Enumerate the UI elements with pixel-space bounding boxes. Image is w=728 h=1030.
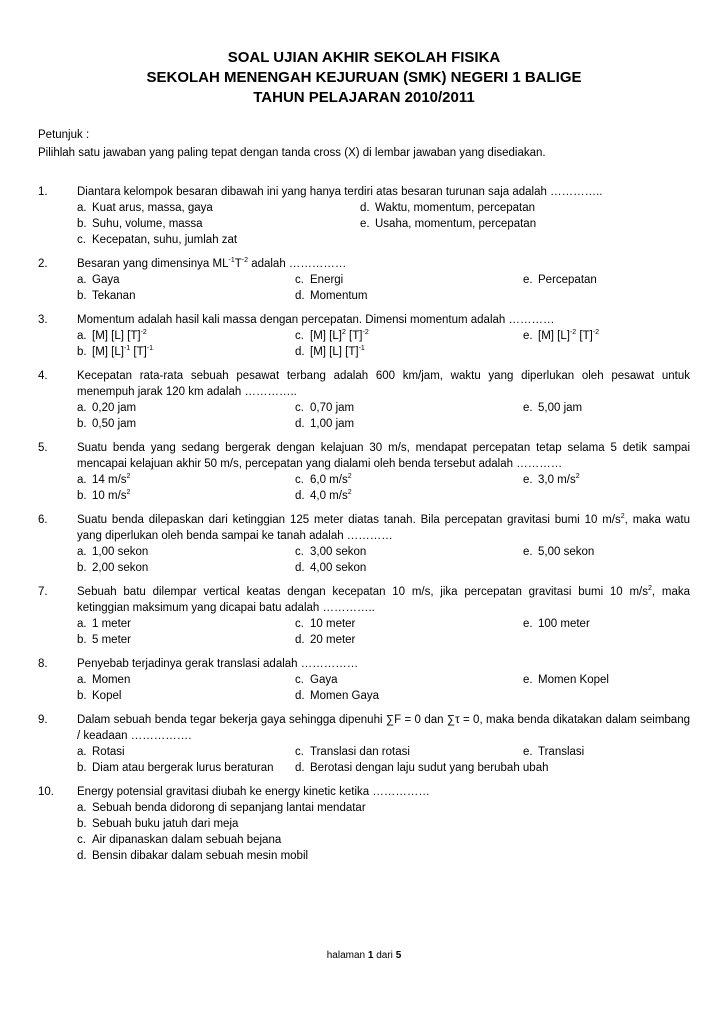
question-6 (38, 512, 690, 576)
option-b: b. Tekanan (77, 290, 136, 302)
option-row (77, 344, 690, 360)
option-b: b. 2,00 sekon (77, 562, 149, 574)
question-text: Diantara kelompok besaran dibawah ini yang hanya terdiri atas besaran turunan saja adalah ………….. (77, 186, 603, 198)
option-d: d. Bensin dibakar dalam sebuah mesin mobil (77, 850, 309, 862)
option-row (77, 328, 690, 344)
page-footer (0, 950, 728, 961)
option-row (77, 688, 690, 704)
option-c: c. Air dipanaskan dalam sebuah bejana (77, 834, 282, 846)
question-2 (38, 256, 690, 304)
option-d: d. 4,0 $m/s^2$ (295, 489, 352, 502)
option-d: d. Waktu, momentum, percepatan (360, 202, 536, 214)
option-a: a. Momen (77, 674, 131, 686)
question-text: Dalam sebuah benda tegar bekerja gaya sehingga dipenuhi ∑F = 0 dan ∑τ = 0, maka benda dikatakan dalam seimbang / keadaan ……………. (77, 714, 690, 742)
option-row (77, 632, 690, 648)
question-number: 8. (38, 658, 48, 670)
question-number: 1. (38, 186, 48, 198)
exam-page (38, 48, 690, 872)
option-row (77, 616, 690, 632)
option-b: b. Sebuah buku jatuh dari meja (77, 818, 239, 830)
question-number: 5. (38, 442, 48, 454)
option-e: e. 5,00 jam (523, 402, 583, 414)
question-number: 2. (38, 258, 48, 270)
instructions (38, 126, 690, 162)
question-number: 9. (38, 714, 48, 726)
footer-middle: dari (373, 950, 396, 961)
option-e: e. Percepatan (523, 274, 597, 286)
option-row (77, 488, 690, 504)
instructions-text: Pilihlah satu jawaban yang paling tepat dengan tanda cross (X) di lembar jawaban yang disediakan. (38, 147, 546, 159)
option-row (77, 200, 690, 216)
option-row (77, 560, 690, 576)
option-c: c. Kecepatan, suhu, jumlah zat (77, 234, 238, 246)
option-row (77, 416, 690, 432)
option-row (77, 288, 690, 304)
option-e: e. 3,0 $m/s^2$ (523, 473, 580, 486)
option-e: e. Translasi (523, 746, 585, 758)
option-row (77, 744, 690, 760)
option-d: d. 4,00 sekon (295, 562, 367, 574)
option-a: a. 1,00 sekon (77, 546, 149, 558)
option-e: e. Momen Kopel (523, 674, 609, 686)
option-a: a. 14 $m/s^2$ (77, 473, 131, 486)
option-b: b. 5 meter (77, 634, 131, 646)
question-4 (38, 368, 690, 432)
header-year: TAHUN PELAJARAN 2010/2011 (253, 89, 475, 106)
question-number: 10. (38, 786, 54, 798)
option-a: a. Sebuah benda didorong di sepanjang lantai mendatar (77, 802, 366, 814)
option-c: c. [M] $[L]^2$ $[T]^{-2}$ (295, 329, 369, 342)
option-c: c. Energi (295, 274, 344, 286)
option-e: e. Usaha, momentum, percepatan (360, 218, 537, 230)
question-7 (38, 584, 690, 648)
header-title: SOAL UJIAN AKHIR SEKOLAH FISIKA (227, 49, 501, 66)
option-b: b. [M] $[L]^{-1}$ $[T]^{-1}$ (77, 345, 154, 358)
option-a: a. Rotasi (77, 746, 125, 758)
question-10 (38, 784, 690, 864)
footer-total-pages: 5 (395, 950, 402, 961)
option-e: e. [M] $[L]^{-2}$ $[T]^{-2}$ (523, 329, 600, 342)
option-row (77, 672, 690, 688)
option-row (77, 272, 690, 288)
footer-page-number: 1 (367, 950, 374, 961)
option-c: c. Translasi dan rotasi (295, 746, 410, 758)
option-row (77, 472, 690, 488)
option-row (77, 400, 690, 416)
option-c: c. 10 meter (295, 618, 356, 630)
option-a: a. 0,20 jam (77, 402, 137, 414)
option-c: c. 6,0 $m/s^2$ (295, 473, 352, 486)
question-text: Kecepatan rata-rata sebuah pesawat terbang adalah 600 km/jam, waktu yang diperlukan oleh pesawat untuk menempuh jarak 120 km adalah ………….. (77, 370, 690, 398)
question-text: Energy potensial gravitasi diubah ke energy kinetic ketika …………… (77, 786, 430, 798)
option-a: a. [M] [L] $[T]^{-2}$ (77, 329, 147, 342)
option-a: a. 1 meter (77, 618, 131, 630)
header-school: SEKOLAH MENENGAH KEJURUAN (SMK) NEGERI 1 BALIGE (146, 69, 582, 86)
option-e: e. 100 meter (523, 618, 590, 630)
question-9 (38, 712, 690, 776)
option-a: a. Kuat arus, massa, gaya (77, 202, 213, 214)
option-c: c. Gaya (295, 674, 338, 686)
option-c: c. 3,00 sekon (295, 546, 367, 558)
option-d: d. 1,00 jam (295, 418, 355, 430)
question-text: Sebuah batu dilempar vertical keatas dengan kecepatan 10 m/s, jika percepatan gravitasi bumi 10 $m/s^2$, maka ketinggian maksimum yang dicapai batu adalah ………….. (77, 585, 690, 614)
question-text: Suatu benda dilepaskan dari ketinggian 125 meter diatas tanah. Bila percepatan gravitasi bumi 10 $m/s^2$, maka watu yang diperlukan oleh benda sampai ke tanah adalah ………… (77, 513, 690, 542)
question-1 (38, 184, 690, 248)
question-text: Penyebab terjadinya gerak translasi adalah …………… (77, 658, 359, 670)
option-c: c. 0,70 jam (295, 402, 355, 414)
question-number: 3. (38, 314, 48, 326)
question-8 (38, 656, 690, 704)
option-b: b. Suhu, volume, massa (77, 218, 203, 230)
option-b: b. 10 $m/s^2$ (77, 489, 131, 502)
question-text: Momentum adalah hasil kali massa dengan percepatan. Dimensi momentum adalah ………… (77, 314, 555, 326)
option-a: a. Gaya (77, 274, 120, 286)
option-d: d. 20 meter (295, 634, 356, 646)
option-b: b. Diam atau bergerak lurus beraturan (77, 762, 274, 774)
option-row (77, 544, 690, 560)
option-b: b. 0,50 jam (77, 418, 137, 430)
question-3 (38, 312, 690, 360)
instructions-label: Petunjuk : (38, 129, 90, 141)
option-d: d. Momen Gaya (295, 690, 380, 702)
option-d: d. Berotasi dengan laju sudut yang berubah ubah (295, 762, 549, 774)
footer-prefix: halaman (326, 950, 368, 961)
option-row (77, 216, 690, 232)
option-d: d. [M] [L] $[T]^{-1}$ (295, 345, 365, 358)
question-text: Suatu benda yang sedang bergerak dengan kelajuan 30 m/s, mendapat percepatan tetap selama 5 detik sampai mencapai kelajuan akhir 50 m/s, percepatan yang dialami oleh benda tersebut adalah ………… (77, 442, 690, 470)
option-d: d. Momentum (295, 290, 368, 302)
option-e: e. 5,00 sekon (523, 546, 595, 558)
option-row (77, 760, 690, 776)
question-number: 6. (38, 514, 48, 526)
option-b: b. Kopel (77, 690, 122, 702)
question-number: 4. (38, 370, 48, 382)
question-number: 7. (38, 586, 48, 598)
document-header (38, 48, 690, 108)
question-5 (38, 440, 690, 504)
question-text: Besaran yang dimensinya $ML^{-1}T^{-2}$ adalah …………… (77, 257, 347, 270)
